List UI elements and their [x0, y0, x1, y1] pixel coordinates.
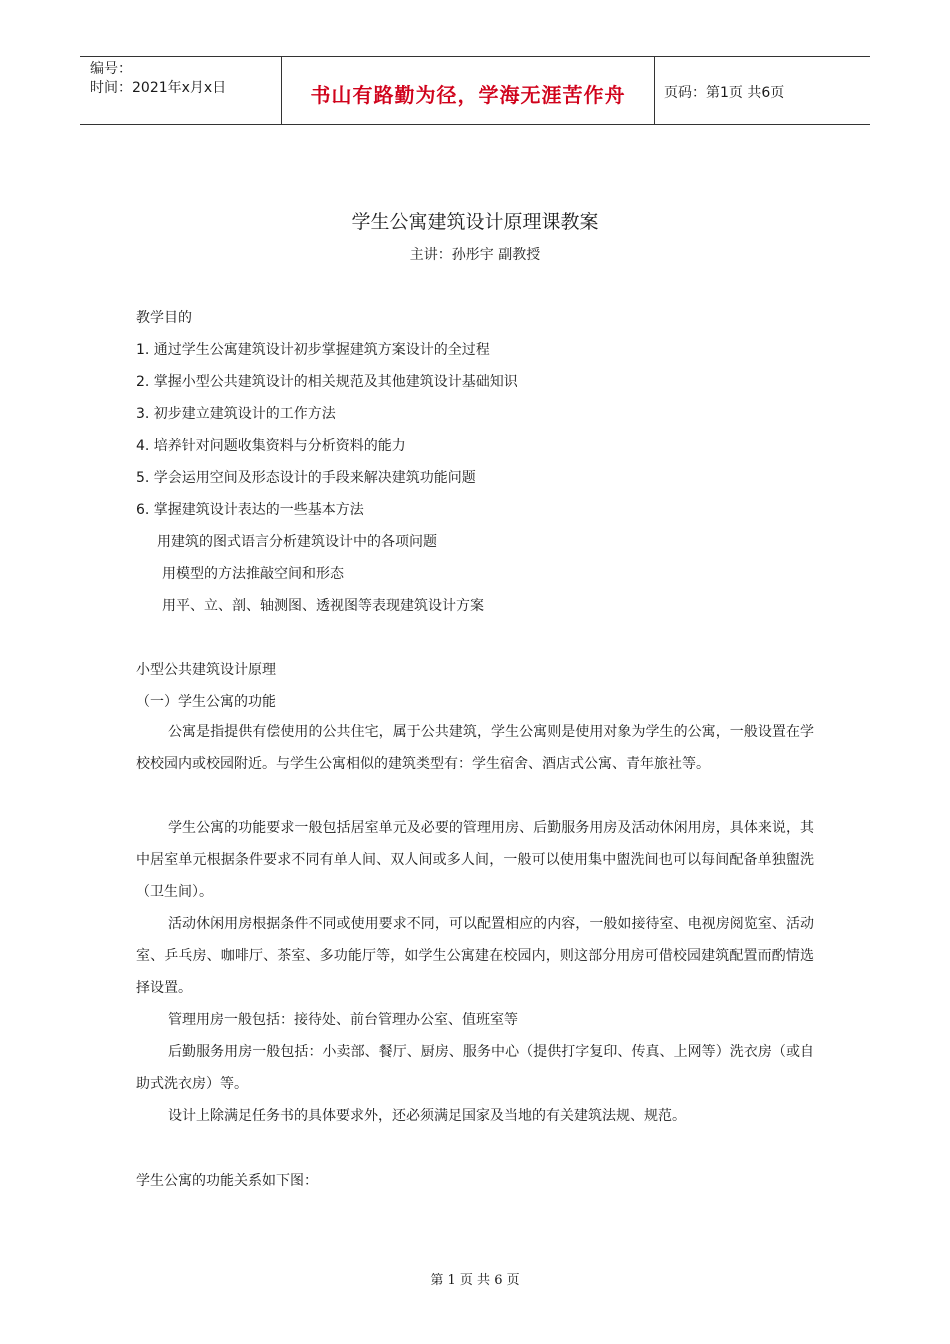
paragraph: 学生公寓的功能要求一般包括居室单元及必要的管理用房、后勤服务用房及活动休闲用房，具体来说，其中居室单元根据条件要求不同有单人间、双人间或多人间，一般可以使用集中盥洗间也可以每间配备单独盥洗（卫生间）。 — [136, 820, 814, 900]
document-title: 学生公寓建筑设计原理课教案 — [351, 211, 599, 233]
header-meta — [90, 60, 226, 98]
objective-subitem: 用模型的方法推敲空间和形态 — [162, 566, 344, 582]
section-heading: 小型公共建筑设计原理 — [136, 662, 276, 678]
objective-item: 5. 学会运用空间及形态设计的手段来解决建筑功能问题 — [136, 470, 476, 486]
header-top-rule — [80, 56, 870, 57]
paragraph: 后勤服务用房一般包括：小卖部、餐厅、厨房、服务中心（提供打字复印、传真、上网等）洗衣房（或自助式洗衣房）等。 — [136, 1044, 814, 1092]
objective-item: 3. 初步建立建筑设计的工作方法 — [136, 406, 336, 422]
header-divider-right — [654, 56, 655, 124]
paragraph: 设计上除满足任务书的具体要求外，还必须满足国家及当地的有关建筑法规、规范。 — [168, 1108, 686, 1124]
header-motto: 书山有路勤为径，学海无涯苦作舟 — [310, 83, 626, 107]
document-author: 主讲：孙彤宇 副教授 — [409, 247, 541, 263]
objective-subitem: 用平、立、剖、轴测图、透视图等表现建筑设计方案 — [162, 598, 484, 614]
page-footer: 第 1 页 共 6 页 — [430, 1273, 520, 1288]
objective-item: 4. 培养针对问题收集资料与分析资料的能力 — [136, 438, 406, 454]
header-bottom-rule — [80, 124, 870, 125]
objective-item: 1. 通过学生公寓建筑设计初步掌握建筑方案设计的全过程 — [136, 342, 490, 358]
diagram-caption: 学生公寓的功能关系如下图： — [136, 1173, 318, 1189]
paragraph: 管理用房一般包括：接待处、前台管理办公室、值班室等 — [168, 1012, 518, 1028]
section-subheading: （一）学生公寓的功能 — [136, 694, 276, 710]
objective-item: 6. 掌握建筑设计表达的一些基本方法 — [136, 502, 364, 518]
date-label: 时间：2021年x月x日 — [90, 80, 227, 96]
objectives-heading: 教学目的 — [136, 310, 192, 326]
header-page-code: 页码：第1页 共6页 — [664, 85, 785, 101]
objective-subitem: 用建筑的图式语言分析建筑设计中的各项问题 — [157, 534, 437, 550]
paragraph: 活动休闲用房根据条件不同或使用要求不同，可以配置相应的内容，一般如接待室、电视房阅览室、活动室、乒乓房、咖啡厅、茶室、多功能厅等，如学生公寓建在校园内，则这部分用房可借校园建筑配置而酌情选择设置。 — [136, 916, 814, 996]
serial-label: 编号： — [90, 61, 132, 77]
objective-item: 2. 掌握小型公共建筑设计的相关规范及其他建筑设计基础知识 — [136, 374, 518, 390]
paragraph: 公寓是指提供有偿使用的公共住宅，属于公共建筑，学生公寓则是使用对象为学生的公寓，一般设置在学校校园内或校园附近。与学生公寓相似的建筑类型有：学生宿舍、酒店式公寓、青年旅社等。 — [136, 724, 814, 772]
